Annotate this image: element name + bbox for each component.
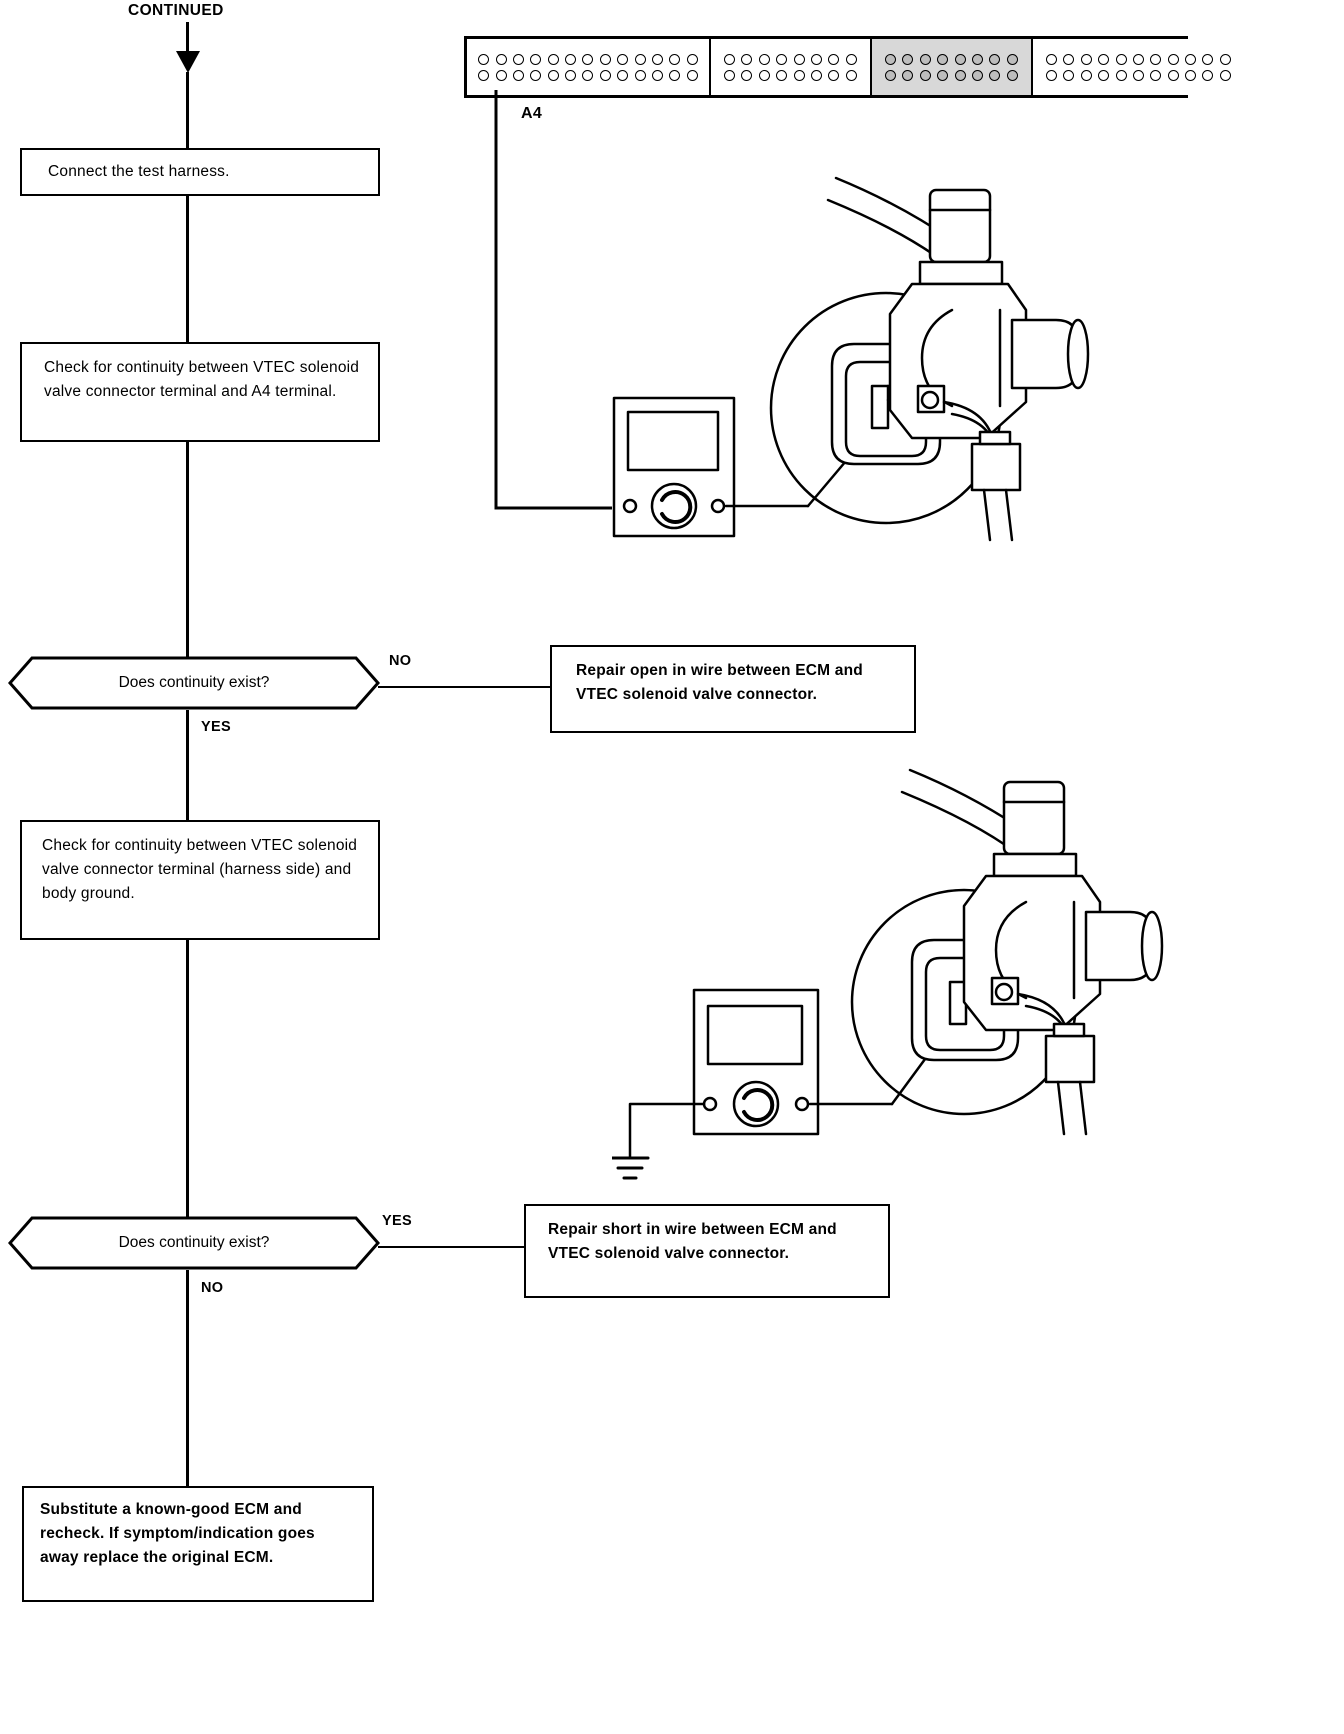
terminal-dot [530,54,541,65]
flow-line-6 [186,1270,189,1488]
terminal-dot [617,70,628,81]
flow-line-1 [186,72,189,150]
result-repair-open: Repair open in wire between ECM and VTEC solenoid valve connector. [550,645,916,733]
connector-row-top [1043,54,1234,65]
terminal-dot [811,54,822,65]
flow-line-decision1-right [378,686,550,688]
terminal-dot [1116,54,1127,65]
decision-2-branch-no: NO [201,1280,224,1296]
flow-line-decision2-right [378,1246,526,1248]
flow-line-3 [186,442,189,660]
meter-illustration-bottom [612,740,1212,1210]
step-check-a4: Check for continuity between VTEC solenoid valve connector terminal and A4 terminal. [20,342,380,442]
connector-row-bottom [721,70,860,81]
terminal-dot [846,54,857,65]
connector-row-top [882,54,1021,65]
terminal-dot [920,70,931,81]
meter-illustration-top [600,170,1160,570]
terminal-dot [776,70,787,81]
terminal-dot [1133,54,1144,65]
terminal-dot [972,54,983,65]
terminal-dot [652,54,663,65]
terminal-dot [920,54,931,65]
terminal-dot [496,54,507,65]
terminal-dot [828,70,839,81]
terminal-dot [794,54,805,65]
terminal-dot [617,54,628,65]
terminal-dot [548,54,559,65]
terminal-dot [565,54,576,65]
terminal-dot [1133,70,1144,81]
terminal-dot [652,70,663,81]
connector-row-top [721,54,860,65]
terminal-dot [1202,70,1213,81]
continued-label: CONTINUED [128,2,224,19]
terminal-dot [937,70,948,81]
terminal-dot [600,54,611,65]
terminal-dot-a4 [478,70,489,81]
terminal-dot [955,70,966,81]
terminal-dot [1081,54,1092,65]
terminal-dot [1185,54,1196,65]
terminal-dot [1046,54,1057,65]
terminal-dot [811,70,822,81]
terminal-dot [1168,70,1179,81]
terminal-dot [1063,70,1074,81]
connector-row-top [475,54,701,65]
step-check-ground: Check for continuity between VTEC solenoid valve connector terminal (harness side) and body ground. [20,820,380,940]
terminal-dot [1007,54,1018,65]
terminal-dot [741,54,752,65]
terminal-dot [955,54,966,65]
terminal-dot [902,70,913,81]
terminal-dot [1220,54,1231,65]
terminal-dot [1063,54,1074,65]
terminal-dot [759,54,770,65]
decision-1 [8,656,380,710]
step-connect-harness: Connect the test harness. [20,148,380,196]
terminal-dot [885,54,896,65]
terminal-dot [937,54,948,65]
terminal-dot [794,70,805,81]
terminal-dot [548,70,559,81]
flow-line-5 [186,940,189,1218]
connector-terminal-a4-label: A4 [521,105,543,122]
terminal-dot [669,70,680,81]
terminal-dot [669,54,680,65]
terminal-dot [687,70,698,81]
step-substitute-ecm: Substitute a known-good ECM and recheck. If symptom/indication goes away replace the original ECM. [22,1486,374,1602]
terminal-dot [1150,54,1161,65]
terminal-dot [600,70,611,81]
terminal-dot [759,70,770,81]
terminal-dot [885,70,896,81]
terminal-dot [1168,54,1179,65]
connector-row-bottom [882,70,1021,81]
terminal-dot [565,70,576,81]
decision-1-branch-no: NO [389,653,412,669]
connector-group-4 [1033,39,1242,95]
terminal-dot [724,70,735,81]
terminal-dot [1007,70,1018,81]
terminal-dot [1081,70,1092,81]
flow-line-4 [186,710,189,822]
terminal-dot [724,54,735,65]
connector-row-bottom [1043,70,1234,81]
terminal-dot [635,70,646,81]
terminal-dot [496,70,507,81]
terminal-dot [582,70,593,81]
decision-1-branch-yes: YES [201,719,231,735]
connector-group-2 [711,39,872,95]
terminal-dot [989,54,1000,65]
terminal-dot [1098,54,1109,65]
terminal-dot [635,54,646,65]
terminal-dot [513,54,524,65]
terminal-dot [1098,70,1109,81]
terminal-dot [687,54,698,65]
terminal-dot [902,54,913,65]
terminal-dot [513,70,524,81]
terminal-dot [989,70,1000,81]
terminal-dot [846,70,857,81]
terminal-dot [828,54,839,65]
decision-2 [8,1216,380,1270]
terminal-dot [582,54,593,65]
terminal-dot [776,54,787,65]
connector-row-bottom [475,70,701,81]
result-repair-short: Repair short in wire between ECM and VTEC solenoid valve connector. [524,1204,890,1298]
terminal-dot [741,70,752,81]
terminal-dot [1220,70,1231,81]
arrow-down-icon [173,50,203,74]
connector-group-3 [872,39,1033,95]
terminal-dot [1150,70,1161,81]
decision-2-label: Does continuity exist? [118,1234,270,1251]
connector-group-1 [467,39,711,95]
terminal-dot [1046,70,1057,81]
terminal-dot [972,70,983,81]
flow-line-2 [186,196,189,342]
terminal-dot [1202,54,1213,65]
terminal-dot [478,54,489,65]
terminal-dot [530,70,541,81]
decision-2-branch-yes: YES [382,1213,412,1229]
decision-1-label: Does continuity exist? [118,674,270,691]
terminal-dot [1185,70,1196,81]
ecm-connector-diagram [464,36,1188,98]
terminal-dot [1116,70,1127,81]
